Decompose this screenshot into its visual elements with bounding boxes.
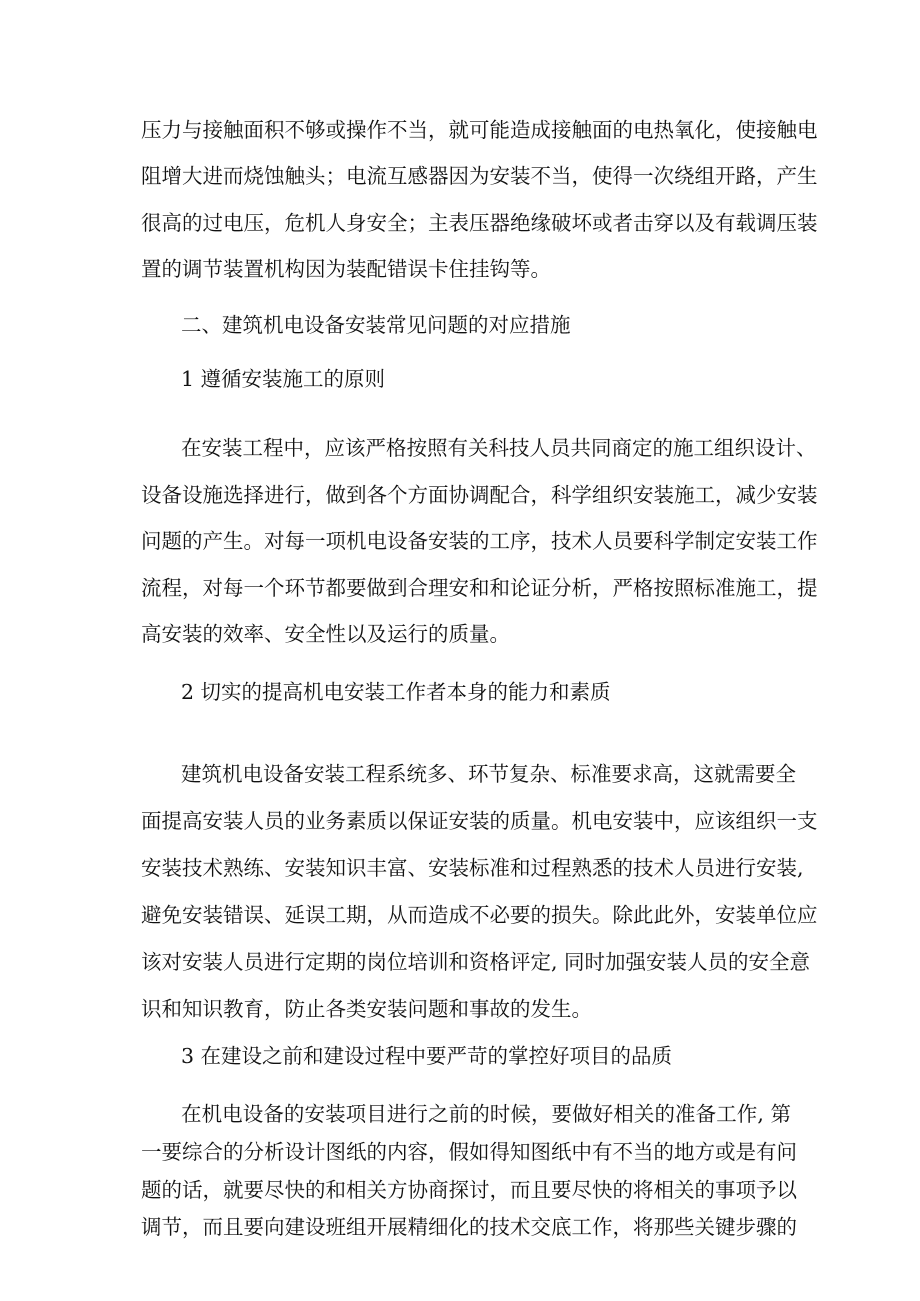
paragraph-3-line-2: 面提高安装人员的业务素质以保证安装的质量。机电安装中，应该组织一支 (141, 809, 818, 833)
paragraph-4-line-4: 调节，而且要向建设班组开展精细化的技术交底工作，将那些关键步骤的 (141, 1215, 797, 1239)
paragraph-2-line-4: 流程，对每一个环节都要做到合理安和和论证分析，严格按照标准施工，提 (141, 576, 818, 600)
subheading-3: 3 在建设之前和建设过程中要严苛的掌控好项目的品质 (181, 1044, 673, 1068)
subheading-1: 1 遵循安装施工的原则 (181, 367, 386, 391)
paragraph-4-line-3: 题的话，就要尽快的和相关方协商探讨，而且要尽快的将相关的事项予以 (141, 1178, 797, 1202)
paragraph-1-line-4: 置的调节装置机构因为装配错误卡住挂钩等。 (141, 257, 551, 281)
paragraph-1-line-3: 很高的过电压，危机人身安全；主表压器绝缘破坏或者击穿以及有载调压装 (141, 211, 818, 235)
paragraph-2-line-3: 问题的产生。对每一项机电设备安装的工序，技术人员要科学制定安装工作 (141, 529, 818, 553)
paragraph-1-line-2: 阻增大进而烧蚀触头；电流互感器因为安装不当，使得一次绕组开路，产生 (141, 164, 818, 188)
paragraph-4-line-2: 一要综合的分析设计图纸的内容，假如得知图纸中有不当的地方或是有问 (141, 1140, 797, 1164)
paragraph-3-line-3: 安装技术熟练、安装知识丰富、安装标准和过程熟悉的技术人员进行安装, (141, 856, 804, 880)
section-heading: 二、建筑机电设备安装常见问题的对应措施 (181, 313, 571, 337)
paragraph-4-line-1: 在机电设备的安装项目进行之前的时候，要做好相关的准备工作, 第 (181, 1102, 791, 1126)
paragraph-2-line-1: 在安装工程中，应该严格按照有关科技人员共同商定的施工组织设计、 (181, 436, 817, 460)
subheading-2: 2 切实的提高机电安装工作者本身的能力和素质 (181, 680, 611, 704)
paragraph-2-line-2: 设备设施选择进行，做到各个方面协调配合，科学组织安装施工，减少安装 (141, 483, 818, 507)
paragraph-3-line-5: 该对安装人员进行定期的岗位培训和资格评定, 同时加强安装人员的安全意 (141, 950, 811, 974)
paragraph-3-line-4: 避免安装错误、延误工期，从而造成不必要的损失。除此此外，安装单位应 (141, 903, 818, 927)
paragraph-3-line-1: 建筑机电设备安装工程系统多、环节复杂、标准要求高，这就需要全 (181, 762, 796, 786)
paragraph-2-line-5: 高安装的效率、安全性以及运行的质量。 (141, 622, 510, 646)
paragraph-1-line-1: 压力与接触面积不够或操作不当，就可能造成接触面的电热氧化，使接触电 (141, 118, 818, 142)
paragraph-3-line-6: 识和知识教育，防止各类安装问题和事故的发生。 (141, 997, 592, 1021)
